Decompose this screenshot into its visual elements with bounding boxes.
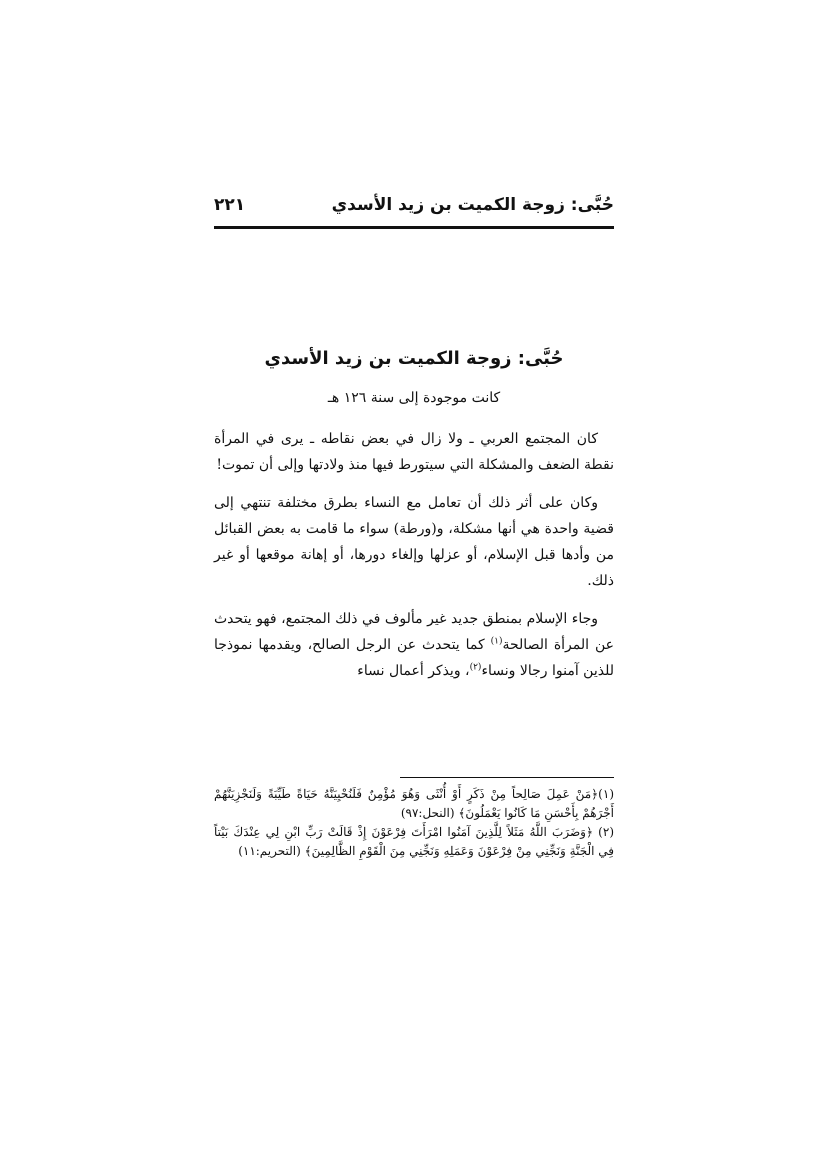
page-number: ٢٢١	[214, 195, 246, 215]
paragraph-1: كان المجتمع العربي ـ ولا زال في بعض نقاطه ـ يرى في المرأة نقطة الضعف والمشكلة التي سيتورط فيها منذ ولادتها وإلى أن تموت!	[214, 431, 614, 473]
paragraph-3	[214, 606, 614, 684]
paragraph-3-part-3: ، ويذكر أعمال نساء	[357, 663, 470, 679]
chapter-subtitle: كانت موجودة إلى سنة ١٢٦ هـ	[327, 390, 501, 406]
footnotes	[214, 785, 614, 861]
paragraph-3-part-1: وجاء الإسلام بمنطق جديد غير مألوف في ذلك المجتمع، فهو يتحدث عن المرأة الصالحة	[214, 611, 614, 653]
footnote-rule	[400, 777, 614, 778]
paragraph-2: وكان على أثر ذلك أن تعامل مع النساء بطرق مختلفة تنتهي إلى قضية واحدة هي أنها مشكلة، و(ورطة) سواء ما قامت به بعض القبائل من وأدها قبل الإسلام، أو عزلها وإلغاء دورها، أو إهانة موقعها أو غير ذلك.	[214, 495, 614, 589]
running-header	[214, 190, 614, 220]
footnote-ref-2[interactable]: (٢)	[469, 662, 482, 673]
running-title: حُبَّى: زوجة الكميت بن زيد الأسدي	[331, 195, 614, 215]
header-rule	[214, 226, 614, 229]
body-text	[214, 426, 614, 696]
chapter-title: حُبَّى: زوجة الكميت بن زيد الأسدي	[264, 348, 564, 369]
paragraph-3-part-2: كما يتحدث عن الرجل الصالح، ويقدمها نموذجا للذين آمنوا رجالا ونساء	[214, 637, 614, 679]
book-page	[214, 180, 614, 960]
footnote-ref-1[interactable]: (١)	[490, 636, 503, 647]
footnote-2: (٢) ﴿وَضَرَبَ اللَّهُ مَثَلاً لِلَّذِينَ آمَنُوا امْرَأَتَ فِرْعَوْنَ إِذْ قَالَتْ رَبِّ ابْنِ لِي عِنْدَكَ بَيْتاً فِي الْجَنَّةِ وَنَجِّنِي مِنْ فِرْعَوْنَ وَعَمَلِهِ وَنَجِّنِي مِنَ الْقَوْمِ الظَّالِمِينَ﴾ (التحريم:١١)	[214, 825, 614, 858]
footnote-1: (١)﴿مَنْ عَمِلَ صَالِحاً مِنْ ذَكَرٍ أَوْ أُنْثَى وَهُوَ مُؤْمِنٌ فَلَنُحْيِيَنَّهُ حَيَاةً طَيِّبَةً وَلَنَجْزِيَنَّهُمْ أَجْرَهُمْ بِأَحْسَنِ مَا كَانُوا يَعْمَلُونَ﴾ (النحل:٩٧)	[214, 787, 614, 820]
